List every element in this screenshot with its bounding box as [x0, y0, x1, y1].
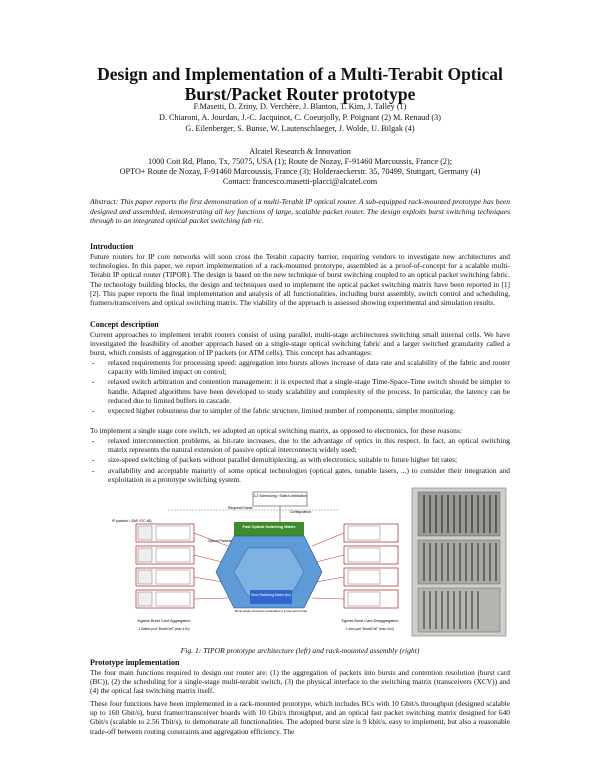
card-block: [138, 548, 152, 562]
card-block: [348, 592, 380, 606]
concept-paragraph-2: To implement a single stage core switch, we adopted an optical switching matrix, as opposed to electronics, for these reasons:: [90, 426, 462, 435]
card-block: [348, 548, 380, 562]
card-block: [138, 526, 152, 540]
advantages-list: [90, 358, 510, 416]
signal-line: [194, 555, 222, 562]
ingress-label: Ingress Burst Card Aggregation: [137, 619, 191, 623]
egress-sublabel: 1 mini-port "Burst/Cell" (max 4 bc): [346, 627, 394, 631]
section-heading-concept: Concept description: [90, 320, 159, 329]
list-item: - relaxed requirements for processing speed: aggregation into bursts allows increase of data rate and scalability of the fabric and router capacity with limited impact on control;: [90, 358, 510, 376]
ingress-sublabel: 1 Switch port "Burst/Cell" (max 4 bc): [138, 627, 190, 631]
list-item: - relaxed interconnection problems, as bit-rate increases, due to the advantage of optics in this respect. In fact, an optical switching matrix represents the natural extension of passive optical interconnects widely used;: [90, 436, 510, 454]
prototype-paragraph-2: These four functions have been implemented in a rack-mounted prototype, which includes BCs with 10 Gbit/s throughput (designed scalable up to 160 Gbit/s), burst framer/transceiver boards with 10 Gbit/s throughput, and an optical fast packet switching matrix designed for 640 Gbit/s (scalable to 2.56 Tbit/s), to demonstrate all functionalities. The adopted burst size is 9 kbit/s, easy to implement, but also a reasonable trade-off between routing constraints and aggregation efficiency. The: [90, 699, 510, 736]
switch-core: [234, 548, 304, 596]
list-item: - size-speed switching of packets without parallel demultiplexing, as with electronics, suitable to future higher bit rates;: [90, 455, 510, 464]
introduction-paragraph: Future routers for IP core networks will soon cross the Terabit capacity barrier, requiring vendors to investigate new architectures and technologies. In this paper, we report implementation of a rack-mounted prototype, assembled as a proof-of-concept for a scalable multi-Terabit IP optical router (TIPOR). The design is based on the new technique of burst switching coupled to an optical packet switching fabric. The technology building blocks, the design and techniques used to implement the optical packet switching matrix have been reported in [1][2]. This paper reports the final implementation and analysis of all functionalities, including burst assembly, switch control and scheduling, framers/transceivers and optical switching matrix. The viability of the approach is assessed showing experimental and simulation results.: [90, 252, 510, 308]
rack-photo: [412, 488, 506, 636]
list-item: - availability and acceptable maturity of some optical technologies (optical gates, tunable lasers, ...) to consider their integration and exploitation in a prototype switching system.: [90, 466, 510, 484]
card-block: [156, 526, 190, 540]
card-block: [156, 570, 190, 584]
egress-label: Egress Burst Card Deaggregation: [341, 619, 399, 623]
architecture-diagram: [112, 492, 398, 631]
figure-architecture: [108, 486, 508, 638]
burst-note: Burst whole structures embedded in a time-slot format: [235, 609, 307, 613]
requests-label: Request/Grants: [228, 506, 253, 510]
card-block: [348, 526, 380, 540]
prototype-paragraph: The four main functions required to design our router are: (1) the aggregation of packets into bursts and contention resolution (burst card (BC)), (2) the scheduling for a single-stage multi-terabit switch, (3) the physical interface to the switching matrix (transceivers (XCV)) and (4) the optical fast switching matrix itself.: [90, 668, 510, 696]
slow-matrix-label: Slow Switching Matrix (bc): [251, 593, 291, 597]
card-block: [156, 592, 190, 606]
affiliation-org: Alcatel Research & Innovation: [249, 147, 351, 156]
affiliation-address: OPTO+ Route de Nozay, F-91460 Marcoussis, France (3); Holderaeckerstr. 35, 70499, Stuttgart, Germany (4): [119, 167, 481, 176]
signal-line: [316, 577, 344, 582]
signal-line: [312, 598, 344, 599]
list-item: - expected higher robustness due to simpler of the fabric structure, limited number of components, simpler monitoring.: [90, 406, 510, 415]
affiliation-block: [60, 147, 540, 187]
signal-line: [194, 598, 228, 599]
signal-line: [194, 577, 222, 582]
paper-title: Design and Implementation of a Multi-Terabit Optical Burst/Packet Router prototype: [97, 64, 503, 104]
scheduler-label: 3.2 Scheduling / Switch Arbitration: [253, 494, 307, 498]
section-heading-prototype: Prototype implementation: [90, 658, 180, 667]
signal-line: [312, 533, 344, 546]
optical-matrix-label: Fast Optical Switching Matrix: [242, 525, 296, 529]
author-line: F.Masetti, D. Zriny, D. Verchère, J. Blanton, T. Kim, J. Talley (1): [193, 102, 407, 111]
ingress-cards: [136, 524, 194, 608]
list-item: - relaxed switch arbitration and contention management: it is expected that a single-stage Time-Space-Time switch should be simpler to handle. Adapted algorithms have been developed to study scalability and complexity of the process. In particular, the latency can be reduced due to limited buffers in cascade.: [90, 377, 510, 405]
author-list: [60, 101, 540, 134]
author-line: G. Eilenberger, S. Bunse, W. Lautenschlaeger, J. Wolde, U. Bilgak (4): [185, 124, 415, 133]
section-heading-introduction: Introduction: [90, 242, 134, 251]
affiliation-address: 1000 Coit Rd, Plano, Tx, 75075, USA (1); Route de Nozay, F-91460 Marcoussis, France (2);: [147, 157, 453, 166]
card-block: [156, 548, 190, 562]
config-label: Configuration: [290, 510, 311, 514]
card-block: [138, 570, 152, 584]
ip-input-label: IP packets / (GbE /OC-48): [112, 519, 152, 523]
signal-line: [316, 555, 344, 562]
concept-paragraph: Current approaches to implement terabit routers consist of using parallel, multi-stage architectures switching small internal cells. We have investigated the feasibility of another approach based on a single-stage optical switching fabric and a larger switched granularity called a burst, which consists of aggregation of IP packets (or ATM cells). This concept has advantages:: [90, 330, 510, 358]
card-block: [138, 592, 152, 606]
egress-cards: [344, 524, 398, 608]
author-line: D. Chiaroni, A. Jourdan, J.-C. Jacquinot, C. Coeurjolly, P. Poignant (2) M. Renaud (3): [159, 113, 441, 122]
abstract: Abstract: This paper reports the first demonstration of a multi-Terabit IP optical router. A sub-equipped rack-mounted prototype has been designed and assembled, demonstrating all key functions of large, scalable packet router. The design exploits burst switching techniques through to an integrated optical packet switching fab ric.: [90, 197, 510, 225]
figure-caption: Fig. 1: TIPOR prototype architecture (left) and rack-mounted assembly (right): [180, 646, 420, 655]
optical-packets-label: Optical Packets: [208, 539, 232, 543]
reasons-list: [90, 436, 510, 485]
contact-email: Contact: francesco.masetti-placci@alcatel.com: [222, 177, 378, 186]
card-block: [348, 570, 380, 584]
